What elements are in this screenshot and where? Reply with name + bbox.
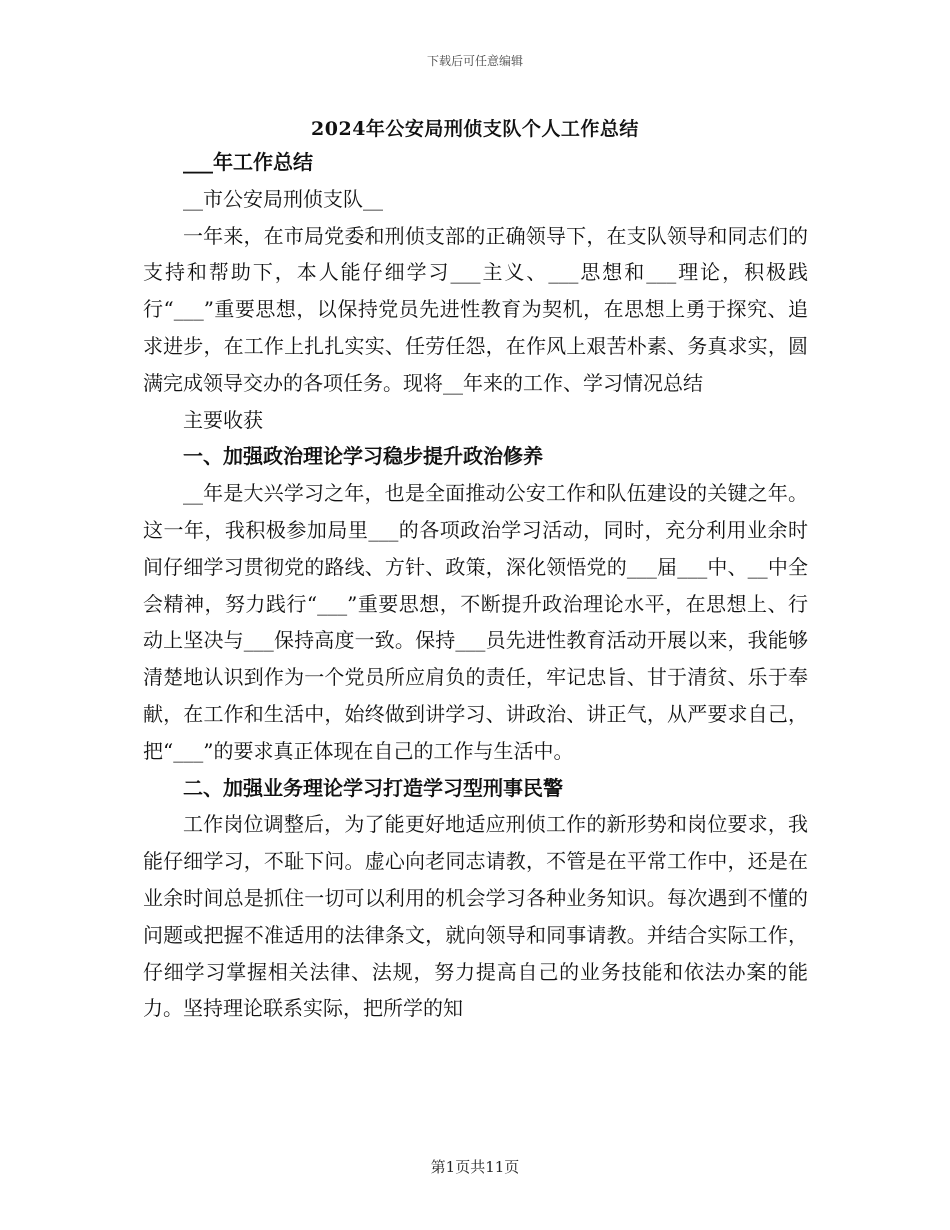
subheading-business-study: 二、加强业务理论学习打造学习型刑事民警	[183, 775, 563, 800]
subheading-political-study: 一、加强政治理论学习稳步提升政治修养	[183, 444, 543, 469]
business-study-paragraph: 工作岗位调整后，为了能更好地适应刑侦工作的新形势和岗位要求，我能仔细学习，不耻下问。虚心向老同志请教，不管是在平常工作中，还是在业余时间总是抓住一切可以利用的机会学习各种业务知识。每次遇到不懂的问题或把握不准适用的法律条文，就向领导和同事请教。并结合实际工作，仔细学习掌握相关法律、法规，努力提高自己的业务技能和依法办案的能力。坚持理论联系实际，把所学的知	[143, 812, 808, 1021]
document-body	[143, 144, 808, 1027]
page-header-note: 下载后可任意编辑	[426, 54, 523, 68]
page-number-footer: 第1页共11页	[430, 1158, 520, 1176]
organization-line: __市公安局刑侦支队__	[183, 186, 383, 211]
section-heading: ___年工作总结	[183, 150, 313, 174]
intro-paragraph: 一年来，在市局党委和刑侦支部的正确领导下，在支队领导和同志们的支持和帮助下，本人能仔细学习___主义、___思想和___理论，积极践行“___”重要思想，以保持党员先进性教育为契机，在思想上勇于探究、追求进步，在工作上扎扎实实、任劳任怨，在作风上艰苦朴素、务真求实，圆满完成领导交办的各项任务。现将__年来的工作、学习情况总结	[143, 223, 808, 395]
political-study-paragraph: __年是大兴学习之年，也是全面推动公安工作和队伍建设的关键之年。这一年，我积极参加局里___的各项政治学习活动，同时，充分利用业余时间仔细学习贯彻党的路线、方针、政策，深化领悟党的___届___中、__中全会精神，努力践行“___”重要思想，不断提升政治理论水平，在思想上、行动上坚决与___保持高度一致。保持___员先进性教育活动开展以来，我能够清楚地认识到作为一个党员所应肩负的责任，牢记忠旨、甘于清贫、乐于奉献，在工作和生活中，始终做到讲学习、讲政治、讲正气，从严要求自己，把“___”的要求真正体现在自己的工作与生活中。	[143, 481, 808, 763]
main-gains-label: 主要收获	[183, 407, 263, 432]
document-title: 2024年公安局刑侦支队个人工作总结	[311, 118, 639, 140]
